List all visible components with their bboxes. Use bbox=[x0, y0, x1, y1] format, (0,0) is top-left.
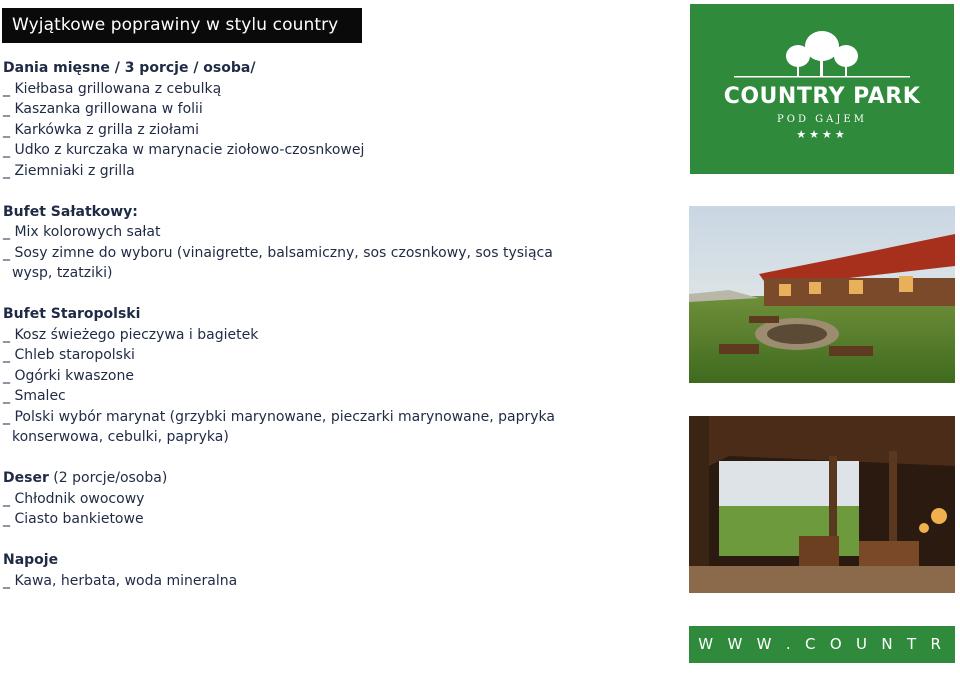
list-item: _ Kawa, herbata, woda mineralna bbox=[3, 572, 238, 589]
logo-stars: ★★★★ bbox=[796, 128, 848, 141]
section-dessert bbox=[3, 468, 603, 530]
section-meat bbox=[3, 58, 603, 181]
section-heading: Napoje bbox=[3, 552, 59, 568]
page-title: Wyjątkowe poprawiny w stylu country bbox=[2, 8, 362, 43]
list-item: _ Polski wybór marynat (grzybki marynowane, pieczarki marynowane, papryka konserwowa, cebulki, papryka) bbox=[3, 408, 555, 445]
section-heading bbox=[3, 468, 603, 489]
heading-text: Deser bbox=[3, 470, 49, 486]
menu-list bbox=[3, 58, 603, 612]
logo-name: COUNTRY PARK bbox=[723, 84, 921, 109]
section-salad-buffet bbox=[3, 202, 603, 284]
list-item: _ Chłodnik owocowy bbox=[3, 490, 145, 507]
list-item: _ Karkówka z grilla z ziołami bbox=[3, 121, 200, 138]
section-drinks bbox=[3, 550, 603, 591]
venue-photo-exterior bbox=[689, 206, 955, 383]
list-item: _ Kiełbasa grillowana z cebulką bbox=[3, 80, 222, 97]
list-item: _ Chleb staropolski bbox=[3, 347, 135, 363]
list-item: _ Ciasto bankietowe bbox=[3, 511, 144, 527]
heading-note: (2 porcje/osoba) bbox=[48, 470, 168, 486]
section-heading: Bufet Staropolski bbox=[3, 306, 141, 322]
list-item: _ Smalec bbox=[3, 388, 66, 404]
country-park-logo bbox=[690, 4, 954, 174]
list-item: _ Kaszanka grillowana w folii bbox=[3, 101, 203, 117]
website-link[interactable]: W W W . C O U N T R Y P A R K . P L bbox=[689, 626, 955, 663]
list-item: _ Ogórki kwaszone bbox=[3, 367, 134, 384]
list-item: _ Kosz świeżego pieczywa i bagietek bbox=[3, 326, 259, 343]
list-item: _ Udko z kurczaka w marynacie ziołowo-czosnkowej bbox=[3, 142, 365, 158]
section-heading: Dania mięsne / 3 porcje / osoba/ bbox=[3, 60, 256, 76]
venue-photo-terrace bbox=[689, 416, 955, 593]
section-old-polish-buffet bbox=[3, 304, 603, 448]
list-item: _ Ziemniaki z grilla bbox=[3, 162, 135, 179]
logo-tagline: POD GAJEM bbox=[777, 114, 867, 125]
list-item: _ Sosy zimne do wyboru (vinaigrette, balsamiczny, sos czosnkowy, sos tysiąca wysp, tzatziki) bbox=[3, 244, 553, 281]
list-item: _ Mix kolorowych sałat bbox=[3, 224, 161, 240]
section-heading: Bufet Sałatkowy: bbox=[3, 203, 138, 220]
